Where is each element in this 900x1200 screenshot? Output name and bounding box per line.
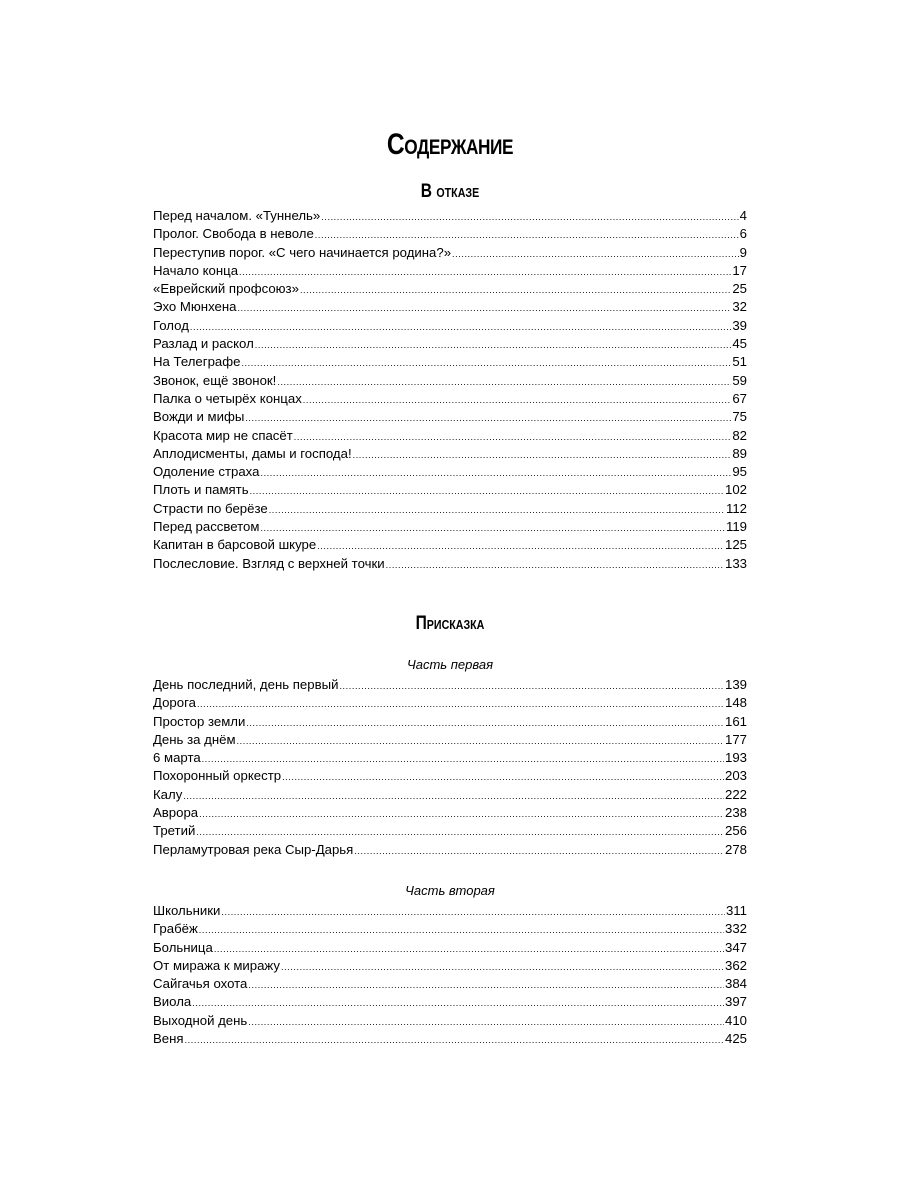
toc-leader-dots [315, 225, 739, 243]
toc-entry [153, 372, 747, 390]
toc-entry-page: 362 [724, 957, 747, 973]
toc-entry-page: 256 [724, 823, 747, 839]
toc-entry [153, 298, 747, 316]
toc-entry-page: 6 [739, 226, 747, 242]
toc-entry [153, 555, 747, 573]
toc-entry-page: 332 [724, 921, 747, 937]
toc-entry [153, 676, 747, 694]
toc-leader-dots [221, 902, 725, 920]
toc-entry-page: 75 [732, 409, 747, 425]
toc-entry-title: «Еврейский профсоюз» [153, 281, 299, 297]
toc-entry-title: Перед рассветом [153, 519, 260, 535]
toc-entry [153, 767, 747, 785]
toc-leader-dots [246, 713, 724, 731]
toc-list-part-second [153, 902, 747, 1048]
toc-leader-dots [237, 731, 724, 749]
toc-leader-dots [196, 822, 724, 840]
toc-entry-page: 17 [732, 262, 747, 278]
toc-leader-dots [197, 694, 724, 712]
toc-entry-title: Капитан в барсовой шкуре [153, 537, 317, 553]
toc-leader-dots [260, 518, 725, 536]
toc-entry-page: 177 [724, 731, 747, 747]
toc-leader-dots [452, 244, 739, 262]
toc-leader-dots [321, 207, 738, 225]
toc-leader-dots [303, 390, 732, 408]
toc-entry-title: День последний, день первый [153, 677, 339, 692]
toc-entry [153, 335, 747, 353]
toc-entry-title: Страсти по берёзе [153, 500, 268, 516]
toc-leader-dots [202, 749, 724, 767]
toc-entry-title: Грабёж [153, 921, 198, 937]
toc-entry-page: 102 [724, 482, 747, 498]
toc-entry [153, 463, 747, 481]
page-title: Содержание [386, 128, 514, 161]
toc-entry [153, 731, 747, 749]
toc-entry [153, 280, 747, 298]
toc-leader-dots [353, 445, 732, 463]
toc-entry [153, 841, 747, 859]
toc-list-part-first [153, 676, 747, 859]
toc-entry [153, 1030, 747, 1048]
toc-entry [153, 427, 747, 445]
toc-entry-page: 32 [732, 299, 747, 315]
toc-entry-title: Аврора [153, 805, 199, 821]
toc-entry [153, 390, 747, 408]
toc-leader-dots [277, 372, 731, 390]
toc-entry-page: 125 [724, 537, 747, 553]
toc-leader-dots [317, 536, 724, 554]
toc-entry-page: 278 [724, 841, 747, 857]
toc-entry-title: Палка о четырёх концах [153, 390, 302, 406]
toc-entry [153, 804, 747, 822]
toc-leader-dots [282, 767, 724, 785]
toc-entry-page: 384 [724, 976, 747, 992]
toc-entry [153, 262, 747, 280]
toc-leader-dots [190, 317, 731, 335]
toc-leader-dots [237, 298, 731, 316]
toc-entry-title: Вожди и мифы [153, 409, 245, 425]
toc-entry-title: 6 марта [153, 750, 201, 766]
toc-entry-page: 161 [724, 713, 747, 729]
toc-entry-page: 82 [732, 427, 747, 443]
toc-entry [153, 920, 747, 938]
toc-entry-title: Красота мир не спасёт [153, 427, 293, 443]
toc-entry [153, 902, 747, 920]
toc-entry [153, 481, 747, 499]
toc-leader-dots [339, 676, 724, 694]
toc-leader-dots [248, 975, 724, 993]
toc-entry-title: Похоронный оркестр [153, 768, 282, 784]
toc-entry-title: Переступив порог. «С чего начинается родина?» [153, 244, 452, 260]
toc-leader-dots [241, 353, 731, 371]
toc-entry-page: 51 [732, 354, 747, 370]
toc-entry-title: Разлад и раскол [153, 336, 254, 352]
toc-entry-page: 193 [724, 750, 747, 766]
toc-entry-title: Дорога [153, 695, 196, 711]
toc-entry [153, 518, 747, 536]
toc-entry [153, 786, 747, 804]
toc-entry-title: Больница [153, 939, 213, 955]
toc-entry-page: 25 [732, 281, 747, 297]
toc-entry-page: 67 [732, 390, 747, 406]
toc-entry [153, 244, 747, 262]
toc-leader-dots [260, 463, 731, 481]
toc-leader-dots [192, 993, 724, 1011]
part-title-second: Часть вторая [405, 883, 495, 898]
toc-entry-title: Веня [153, 1031, 184, 1047]
toc-entry-page: 95 [732, 464, 747, 480]
toc-entry-title: Калу [153, 786, 183, 802]
part-title-first: Часть первая [406, 657, 494, 672]
toc-entry-page: 425 [724, 1031, 747, 1047]
toc-entry-title: Аплодисменты, дамы и господа! [153, 445, 352, 461]
toc-leader-dots [214, 939, 724, 957]
toc-leader-dots [248, 1012, 724, 1030]
toc-entry-page: 222 [724, 786, 747, 802]
toc-entry-page: 139 [724, 677, 747, 692]
toc-entry-title: Школьники [153, 903, 221, 918]
toc-entry-title: Перед началом. «Туннель» [153, 208, 321, 223]
toc-entry [153, 500, 747, 518]
toc-entry-page: 59 [732, 372, 747, 388]
toc-entry [153, 957, 747, 975]
toc-entry-title: Голод [153, 317, 189, 333]
toc-entry-title: От миража к миражу [153, 957, 280, 973]
toc-leader-dots [239, 262, 731, 280]
toc-entry-page: 45 [732, 336, 747, 352]
toc-leader-dots [250, 481, 724, 499]
toc-leader-dots [255, 335, 732, 353]
toc-entry-title: Послесловие. Взгляд с верхней точки [153, 555, 385, 571]
toc-entry [153, 822, 747, 840]
toc-entry [153, 536, 747, 554]
toc-leader-dots [281, 957, 724, 975]
toc-entry [153, 408, 747, 426]
section-title-priskazka: Присказка [415, 613, 485, 634]
toc-entry-page: 112 [725, 500, 747, 516]
toc-entry-page: 4 [739, 208, 747, 223]
toc-entry-page: 89 [732, 445, 747, 461]
toc-leader-dots [300, 280, 731, 298]
toc-entry-page: 397 [724, 994, 747, 1010]
toc-entry [153, 225, 747, 243]
toc-leader-dots [386, 555, 724, 573]
toc-entry-page: 39 [732, 317, 747, 333]
toc-entry [153, 993, 747, 1011]
toc-entry-title: Выходной день [153, 1012, 248, 1028]
toc-entry-page: 410 [724, 1012, 747, 1028]
toc-entry-title: Сайгачья охота [153, 976, 248, 992]
toc-entry-page: 9 [739, 244, 747, 260]
toc-leader-dots [199, 804, 724, 822]
toc-entry [153, 207, 747, 225]
toc-entry [153, 939, 747, 957]
toc-entry [153, 445, 747, 463]
toc-leader-dots [269, 500, 725, 518]
toc-entry [153, 975, 747, 993]
toc-entry-page: 203 [724, 768, 747, 784]
toc-leader-dots [294, 427, 732, 445]
toc-entry [153, 694, 747, 712]
section-title-v-otkaze: В отказе [420, 181, 480, 202]
toc-entry-title: Третий [153, 823, 196, 839]
toc-entry-title: Эхо Мюнхена [153, 299, 237, 315]
toc-leader-dots [183, 786, 724, 804]
toc-entry-page: 133 [724, 555, 747, 571]
toc-leader-dots [245, 408, 731, 426]
toc-entry-page: 347 [724, 939, 747, 955]
toc-entry-page: 238 [724, 805, 747, 821]
toc-leader-dots [185, 1030, 724, 1048]
toc-entry-title: Перламутровая река Сыр-Дарья [153, 841, 354, 857]
toc-entry-title: Одоление страха [153, 464, 260, 480]
toc-entry [153, 749, 747, 767]
toc-entry [153, 1012, 747, 1030]
toc-entry-title: Простор земли [153, 713, 246, 729]
toc-entry [153, 353, 747, 371]
toc-entry [153, 317, 747, 335]
toc-entry [153, 713, 747, 731]
toc-entry-title: Плоть и память [153, 482, 249, 498]
toc-entry-title: Пролог. Свобода в неволе [153, 226, 314, 242]
toc-entry-page: 148 [724, 695, 747, 711]
toc-entry-title: Начало конца [153, 262, 239, 278]
toc-list-v-otkaze [153, 207, 747, 573]
toc-leader-dots [199, 920, 724, 938]
toc-leader-dots [354, 841, 724, 859]
toc-entry-page: 119 [725, 519, 747, 535]
toc-entry-title: Виола [153, 994, 192, 1010]
toc-entry-title: Звонок, ещё звонок! [153, 372, 277, 388]
toc-entry-title: День за днём [153, 731, 236, 747]
toc-entry-title: На Телеграфе [153, 354, 241, 370]
toc-entry-page: 311 [725, 903, 747, 918]
